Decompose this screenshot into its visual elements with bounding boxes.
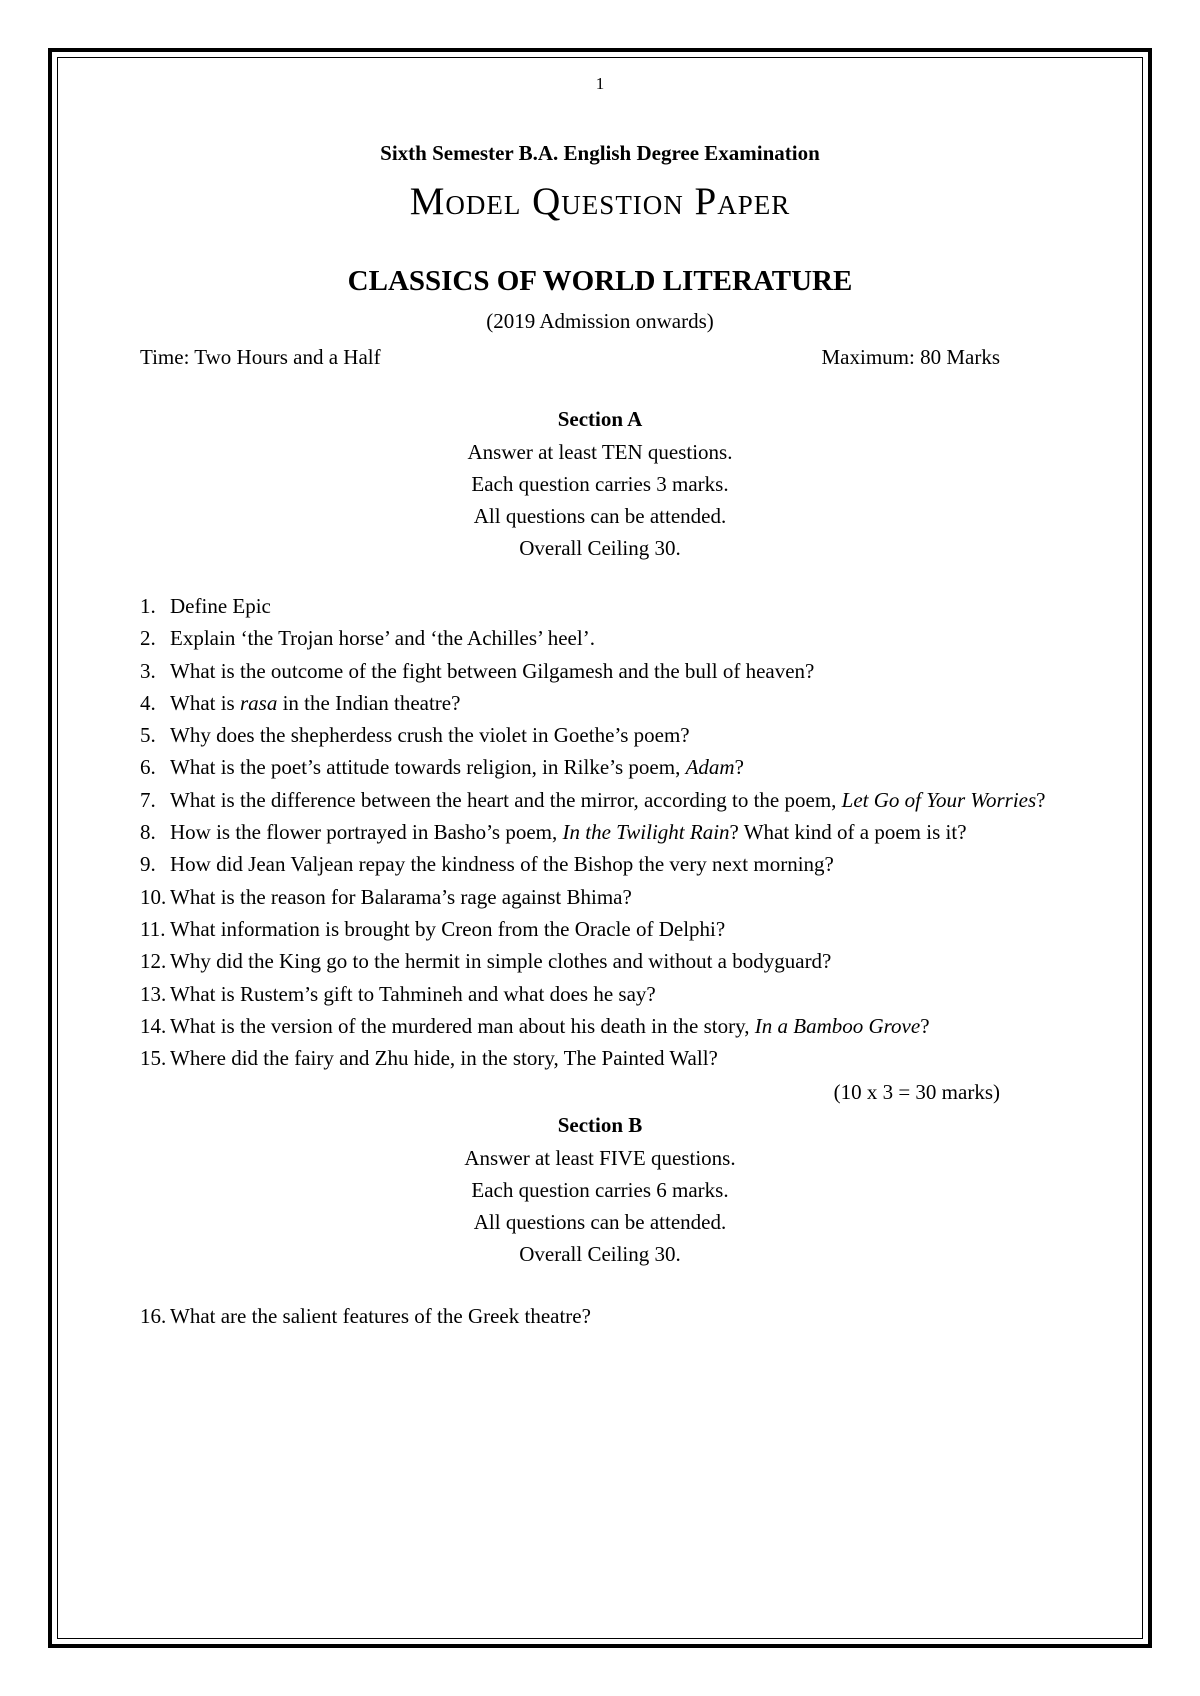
question-number: 2. <box>140 626 156 651</box>
question-number: 10. <box>140 884 167 909</box>
question-text-part: ? <box>1036 787 1046 812</box>
question-number: 6. <box>140 755 156 780</box>
question-text <box>170 1042 1060 1074</box>
question-text <box>170 945 1060 977</box>
question-text-part: What information is brought by Creon from the Oracle of Delphi? <box>170 916 726 941</box>
question-text <box>170 881 1060 913</box>
question-number: 8. <box>140 820 156 845</box>
time-marks-row <box>140 344 1060 370</box>
question-number: 11. <box>140 916 166 941</box>
question-item <box>140 848 1060 880</box>
question-text <box>170 622 1060 654</box>
question-text-part: What is Rustem’s gift to Tahmineh and what does he say? <box>170 981 656 1006</box>
question-text <box>170 913 1060 945</box>
question-text-part: Define Epic <box>170 594 271 618</box>
question-item <box>140 816 1060 848</box>
question-text <box>170 1300 1060 1332</box>
instruction-line: Each question carries 6 marks. <box>471 1178 729 1203</box>
subject-title: CLASSICS OF WORLD LITERATURE <box>347 265 853 297</box>
question-item <box>140 1010 1060 1042</box>
question-text-part: What is the outcome of the fight between Gilgamesh and the bull of heaven? <box>170 658 815 683</box>
question-item <box>140 1042 1060 1074</box>
question-item <box>140 655 1060 687</box>
section-a-question-list <box>140 590 1060 1074</box>
instruction-line: Answer at least TEN questions. <box>467 440 733 464</box>
question-text-part: Why does the shepherdess crush the violet in Goethe’s poem? <box>170 723 690 748</box>
paper-title: Model Question Paper <box>409 180 791 223</box>
question-text <box>170 848 1060 880</box>
question-item <box>140 622 1060 654</box>
question-item <box>140 1300 1060 1332</box>
document-body <box>140 72 1060 1333</box>
question-number: 1. <box>140 594 156 618</box>
work-title: Adam <box>685 755 735 780</box>
question-text-part: What is the version of the murdered man about his death in the story, <box>170 1013 755 1038</box>
section-a-marks: (10 x 3 = 30 marks) <box>833 1080 1000 1105</box>
section-a-heading: Section A <box>557 407 643 431</box>
instruction-line: Overall Ceiling 30. <box>519 1242 681 1267</box>
exam-duration: Time: Two Hours and a Half <box>140 345 381 369</box>
question-text-part: in the Indian theatre? <box>277 690 461 715</box>
maximum-marks: Maximum: 80 Marks <box>821 345 1000 369</box>
question-number: 9. <box>140 852 156 877</box>
work-title: rasa <box>239 690 278 715</box>
question-text-part: What is the reason for Balarama’s rage against Bhima? <box>170 884 632 909</box>
question-text <box>170 687 1060 719</box>
instruction-line: All questions can be attended. <box>473 1210 727 1235</box>
question-text-part: What are the salient features of the Greek theatre? <box>170 1304 591 1329</box>
question-number: 15. <box>140 1046 167 1071</box>
question-item <box>140 881 1060 913</box>
question-item <box>140 913 1060 945</box>
question-text <box>170 719 1060 751</box>
work-title: In the Twilight Rain <box>562 820 730 845</box>
question-text-part: How did Jean Valjean repay the kindness of the Bishop the very next morning? <box>170 852 834 877</box>
question-text-part: Explain ‘the Trojan horse’ and ‘the Achilles’ heel’. <box>170 626 595 651</box>
question-item <box>140 751 1060 783</box>
question-number: 3. <box>140 658 156 683</box>
instruction-line: Answer at least FIVE questions. <box>464 1146 736 1171</box>
question-text-part: ? <box>920 1013 930 1038</box>
question-text <box>170 655 1060 687</box>
question-text <box>170 1010 1060 1042</box>
question-text-part: What is <box>170 690 240 715</box>
question-item <box>140 945 1060 977</box>
question-item <box>140 590 1060 622</box>
instruction-line: Overall Ceiling 30. <box>519 536 681 560</box>
work-title: In a Bamboo Grove <box>754 1013 921 1038</box>
question-item <box>140 719 1060 751</box>
question-text <box>170 751 1060 783</box>
question-text <box>170 590 1060 622</box>
question-text-part: What is the difference between the heart and the mirror, according to the poem, <box>170 787 842 812</box>
instruction-line: All questions can be attended. <box>473 504 727 528</box>
question-text-part: Where did the fairy and Zhu hide, in the story, The Painted Wall? <box>170 1046 718 1071</box>
question-number: 13. <box>140 981 167 1006</box>
question-number: 7. <box>140 787 156 812</box>
section-b-question-list <box>140 1300 1060 1332</box>
question-item <box>140 687 1060 719</box>
question-text-part: What is the poet’s attitude towards religion, in Rilke’s poem, <box>170 755 686 780</box>
question-text <box>170 784 1060 816</box>
question-text-part: Why did the King go to the hermit in simple clothes and without a bodyguard? <box>170 949 832 974</box>
exam-title: Sixth Semester B.A. English Degree Examination <box>380 141 820 165</box>
question-text-part: ? <box>734 755 744 780</box>
instruction-line: Each question carries 3 marks. <box>471 472 729 496</box>
question-number: 14. <box>140 1013 167 1038</box>
admission-note: (2019 Admission onwards) <box>486 309 714 333</box>
question-number: 4. <box>140 690 156 715</box>
section-b-instructions <box>140 1142 1060 1270</box>
question-item <box>140 784 1060 816</box>
section-b-heading: Section B <box>557 1113 643 1138</box>
question-text-part: ? What kind of a poem is it? <box>729 820 967 845</box>
question-text-part: How is the flower portrayed in Basho’s poem, <box>170 820 563 845</box>
work-title: Let Go of Your Worries <box>841 787 1037 812</box>
page-number: 1 <box>595 74 605 93</box>
question-text <box>170 816 1060 848</box>
question-number: 12. <box>140 949 167 974</box>
question-number: 5. <box>140 723 156 748</box>
question-item <box>140 978 1060 1010</box>
question-text <box>170 978 1060 1010</box>
section-a-instructions <box>140 436 1060 564</box>
question-number: 16. <box>140 1304 167 1329</box>
